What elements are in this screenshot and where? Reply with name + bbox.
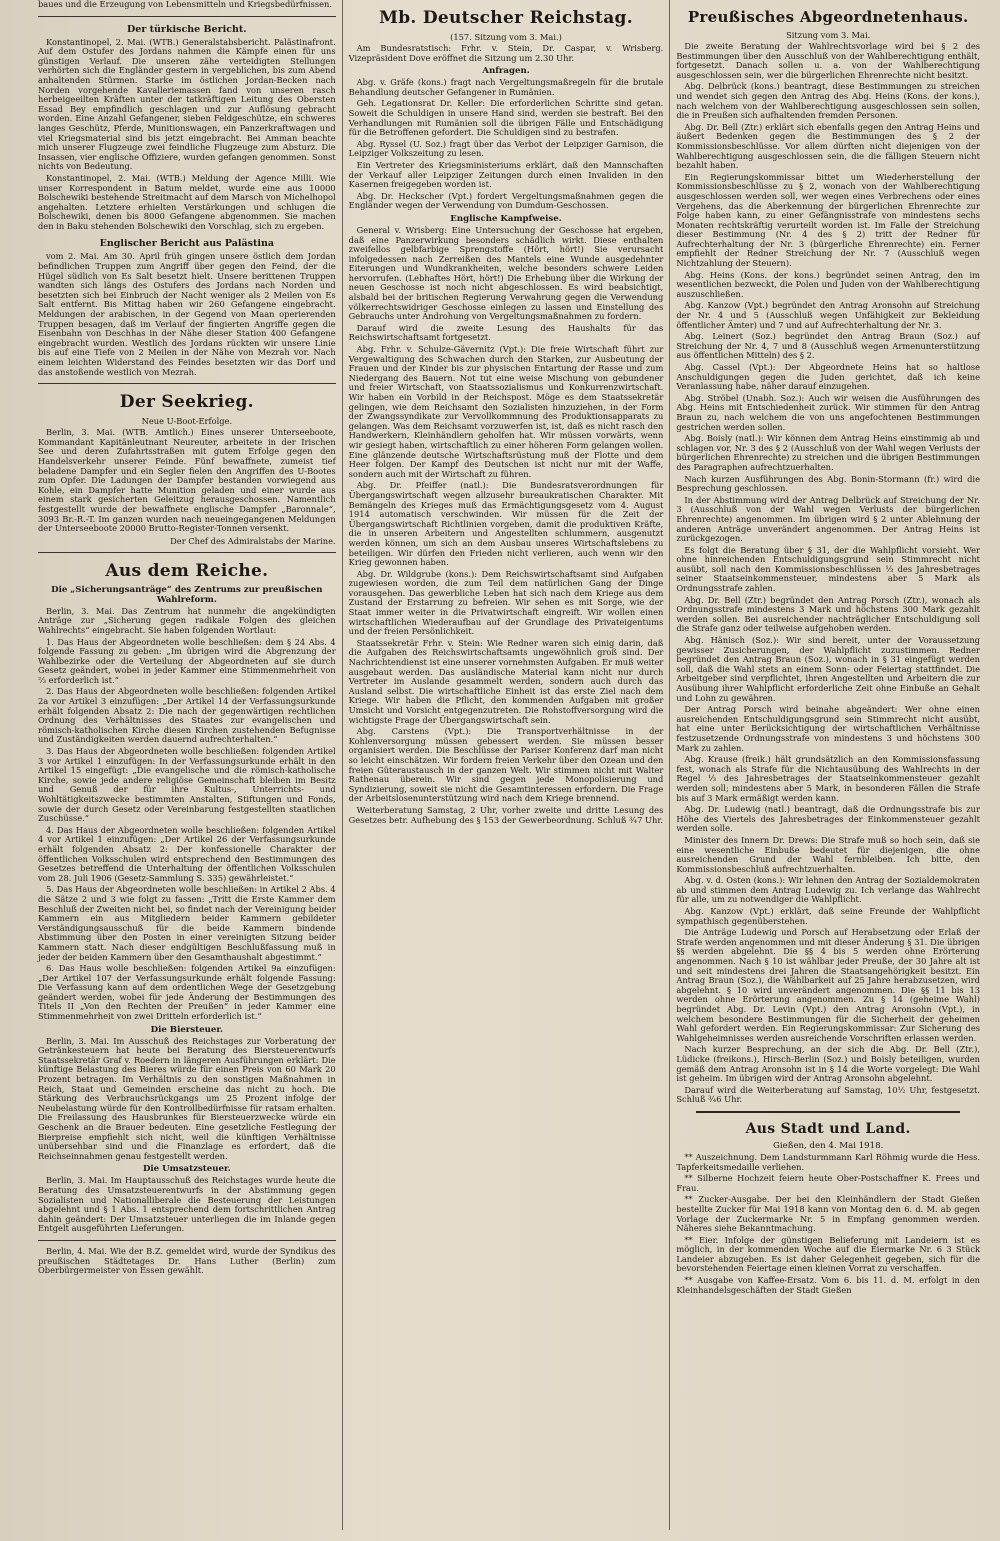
subheading-kampfweise: Englische Kampfweise. <box>450 213 562 224</box>
divider <box>38 1240 336 1241</box>
paragraph: ** Ausgabe von Kaffee-Ersatz. Vom 6. bis 11. d. M. erfolgt in den Kleinhandelsgeschäften der Stadt Gießen <box>676 1275 980 1295</box>
paragraph: Abg. Delbrück (kons.) beantragt, diese Bestimmungen zu streichen und wendet sich gegen den Antrag des Abg. Heins (Kons. der kons.), nach welchem von der Wahlberechtigung ausgeschlossen sein sollen, die in Preußen sich aufhaltenden fremden Personen. <box>676 81 980 121</box>
subheading-biersteuer: Die Biersteuer. <box>150 1024 224 1035</box>
paragraph: 4. Das Haus der Abgeordneten wolle beschließen: folgenden Artikel 4 vor Artikel 1 einzufügen: „Der Artikel 26 der Verfassungsurkunde erhält folgenden Absatz 2: Der konfessionelle Charakter der öffentlichen Volksschulen wird entsprechend den Bestimmungen des Gesetzes betreffend die Unterhaltung der öffentlichen Volksschulen vom 28. Juli 1906 (Gesetz-Sammlung S. 335) gewährleistet.“ <box>38 824 336 883</box>
paragraph: Konstantinopel, 2. Mai. (WTB.) Generalstabsbericht. Palästinafront. Auf dem Ostufer des Jordans nahmen die Kämpfe einen für uns günstigen Verlauf. Die unseren zähe verteidigten Stellungen verhörten sich die Engländer gestern in vergeblichen, bis zum Abend anhaltenden Stürmen. Starke im östlichen Jordan-Becken nach Norden vorgehende Kavalleriemassen fand von unseren rasch herbeigeeilten Kräften unter der tatkräftigen Leitung des Obersten Essad Bey empfindlich geschlagen und zur Auflösung gebracht worden. Eine Anzahl Gefangener, sieben Feldgeschütze, ein schweres langes Geschütz, Pferde, Munitionswagen, ein Panzerkraftwagen und viel Kriegsmaterial sind bis jetzt eingebracht. Bei Amman beachte mich unserer Flugzeuge zwei feindliche Flugzeuge zum Absturz. Die Insassen, vier englische Offiziere, wurden gefangen genommen. Sonst nichts von Bedeutung. <box>38 36 336 172</box>
paragraph: Abg. Frhr. v. Schulze-Gävernitz (Vpt.): Die freie Wirtschaft führt zur Vergewaltigung des Schwachen durch den Starken, zur Ausbeutung der Frauen und der Kinder bis zur physischen Entartung der Rasse und zum Niedergang des Bauern. Not tut eine weise Mischung von gebundener und freier Wirtschaft, von Staatssozialismus und Konkurrenzwirtschaft. Wir haben ein Vorbild in der Reichspost. Möge es dem Staatssekretär gelingen, wie dem Reichsamt den Sozialisten hinzuziehen, in der Form der Zwangssyndikate zur Vervollkommnung des Produktionsapparats zu gelangen. Was dem Reichsamt vorzuwerfen ist, ist, daß es nicht rasch den Handwerkern, Kleinhändlern geholfen hat. Wir müssen vorwärts, wenn wir gesiegt haben, wirtschaftlich zu einer höheren Form gelangen wollen. Eine glänzende deutsche Wirtschaftsrüstung muß der Flotte und dem Heer folgen. Der Kampf des Deutschen ist nicht nur mit der Waffe, sondern auch mit der Wirtschaft zu führen. <box>348 344 664 479</box>
paragraph: Ein Vertreter des Kriegsministeriums erklärt, daß den Mannschaften der Verkauf aller Leipziger Zeitungen durch einen Invaliden in den Kasernen freigegeben worden ist. <box>348 159 664 190</box>
paragraph: Abg. v. d. Osten (kons.): Wir lehnen den Antrag der Sozialdemokraten ab und stimmen dem Antrag Ludewig zu. Ich verlange das Wahlrecht für alle, um zu notwendiger die Wahlpflicht. <box>676 875 980 905</box>
column-3 <box>670 0 986 1530</box>
paragraph: vom 2. Mai. Am 30. April früh gingen unsere östlich dem Jordan befindlichen Truppen zum Angriff über gegen den Feind, der die Hügel südlich von Es Salt besetzt hielt. Unsere berittenen Truppen wandten sich längs des Ostufers des Jordans nach Norden und besetzten sich bei Einbruch der Nacht weniger als 2 Meilen von Es Salt entfernt. Bis Mittag haben wir 260 Gefangene eingebracht. Meldungen der arabischen, in der Gegend von Maan operierenden Truppen besagen, daß im Verlauf der fingierten Angriffe gegen die Eisenbahn von Deschhas in der Nähe dieser Station 400 Gefangene eingebracht wurden. Westlich des Jordans rückten wir unsere Linie bis auf eine Tiefe von 2 Meilen in der Nähe von Mezrah vor. Nach einem leichten Widerstand des Feindes besetzten wir das Dorf und das anstoßende westlich von Mezrah. <box>38 251 336 377</box>
paragraph: Abg. Dr. Bell (Ztr.) begründet den Antrag Porsch (Ztr.), wonach als Ordnungsstrafe mindestens 3 Mark und höchstens 300 Mark gezahlt werden sollen. Bei ausreichender nachträglicher Entschuldigung soll die Strafe ganz oder teilweise aufgehoben werden. <box>676 594 980 634</box>
heading-english-report: Englischer Bericht aus Palästina <box>99 238 275 250</box>
paragraph: Geh. Legationsrat Dr. Keller: Die erforderlichen Schritte sind getan. Soweit die Schuldigen in unsere Hand sind, werden sie bestraft. Bei den Verhandlungen mit Rumänien soll die übrigen Fälle und Entschädigung für die Betroffenen gefordert. Die Schuldigen sind zu bestrafen. <box>348 98 664 138</box>
paragraph: Abg. Dr. Pfeiffer (natl.): Die Bundesratsverordnungen für Übergangswirtschaft wegen allzusehr bureaukratischen Charakter. Mit Bemängeln des Krieges muß das Ermächtigungsgesetz vom 4. August 1914 automatisch verschwinden. Wir müssen für die Zeit der Übergangswirtschaft Richtlinien vorgeben, damit die produktiven Kräfte, die in unseren Arbeitern und Angestellten schlummern, ausgenutzt werden können, um sich an dem Ausbau unseres Wirtschaftslebens zu beteiligen. Wir dürfen den Frieden nicht verlieren, auch wenn wir den Krieg gewonnen haben. <box>348 480 664 568</box>
paragraph: Abg. Ströbel (Unabh. Soz.): Auch wir weisen die Ausführungen des Abg. Heins mit Entschiedenheit zurück. Wir stimmen für den Antrag Braun zu, nach welchem die von uns angefochtenen Bestimmungen gestrichen werden sollen. <box>676 392 980 432</box>
subheading-uboot: Neue U-Boot-Erfolge. <box>141 416 233 427</box>
column-1 <box>32 0 342 1530</box>
heading-aus-dem-reiche: Aus dem Reiche. <box>105 560 269 581</box>
paragraph: Abg. Dr. Wildgrube (kons.): Dem Reichswirtschaftsamt sind Aufgaben zugewiesen worden, die zum Teil dem natürlichen Gang der Dinge vorausgehen. Das gewerbliche Leben hat sich nach dem Kriege aus dem Zustand der Erstarrung zu befreien. Wir sehen es mit Sorge, wie der Staat immer weiter in die Privatwirtschaft eingreift. Wir wollen einen wirtschaftlichen Wiederaufbau auf der Grundlage des Privateigentums und der freien Persönlichkeit. <box>348 568 664 637</box>
paragraph: Abg. Dr. Heckscher (Vpt.) fordert Vergeltungsmaßnahmen gegen die Engländer wegen der Verwendung von Dumdum-Geschossen. <box>348 190 664 211</box>
divider <box>38 552 336 553</box>
columns <box>32 0 986 1530</box>
heading-turkish-report: Der türkische Bericht. <box>127 23 247 35</box>
paragraph: Abg. Cassel (Vpt.): Der Abgeordnete Heins hat so haltlose Anschuldigungen gegen die Juden gerichtet, daß ich keine Veranlassung habe, näher darauf einzugehen. <box>676 362 980 392</box>
paragraph: Konstantinopel, 2. Mai. (WTB.) Meldung der Agence Milli. Wie unser Korrespondent in Batum meldet, wurde eine aus 10000 Bolschewiki bestehende Streitmacht auf dem Marsch von Michelhopol angehalten. Letztere erhielten Verstärkungen und schlugen die Bolschewiki, denen bis 8000 Gefangene abgenommen. Sie machen den in Baku stehenden Bolschewiki den Vorschlag, sich zu ergeben. <box>38 172 336 231</box>
paragraph: Der Antrag Porsch wird beinahe abgeändert: Wer ohne einen ausreichenden Entschuldigungsgrund sein Stimmrecht nicht ausübt, hat eine unter Berücksichtigung der wirtschaftlichen Verhältnisse festzusetzende Ordnungsstrafe von mindestens 3 und höchstens 300 Mark zu zahlen. <box>676 704 980 753</box>
subheading-umsatzsteuer: Die Umsatzsteuer. <box>142 1164 231 1175</box>
paragraph: Abg. Leinert (Soz.) begründet den Antrag Braun (Soz.) auf Streichung der Nr. 4, 7 und 8 (Ausschluß wegen Armenunterstützung aus öffentlichen Mitteln) des § 2. <box>676 331 980 361</box>
paragraph: Abg. Krause (freik.) hält grundsätzlich an den Kommissionsfassung fest, wonach als Strafe für die Nichtausübung des Wahlrechts in der Regel ⅟₃ des Jahresbetrages der Staatseinkommensteuer gezahlt werden soll; mindestens aber 5 Mark, in besonderen Fällen die Strafe bis auf 3 Mark ermäßigt werden kann. <box>676 754 980 803</box>
heading-deutscher-reichstag: Mb. Deutscher Reichstag. <box>379 8 633 28</box>
paragraph: Berlin, 3. Mai. (WTB. Amtlich.) Eines unserer Unterseeboote, Kommandant Kapitänleutnant Neureuter, arbeitete in der Irischen See und deren Zufahrtsstraßen mit gutem Erfolge gegen den Handelsverkehr unserer Feinde. Fünf bewaffnete, zumeist tief beladene Dampfer und ein Segler fielen den Angriffen des U-Bootes zum Opfer. Die Ladungen der Dampfer bestanden vorwiegend aus Kohle, ein Dampfer hatte Munition geladen und einer wurde aus einem stark gesicherten Geleitzug herausgeschossen. Namentlich festgestellt wurde der bewaffnete englische Dampfer „Baronnale“, 3093 Br.-R.-T. Im ganzen wurden nach neueingegangenen Meldungen der Unterseeboote 20000 Brutto-Register-Tonnen versenkt. <box>38 427 336 534</box>
paragraph: ** Silberne Hochzeit feiern heute Ober-Postschaffner K. Frees und Frau. <box>676 1173 980 1193</box>
paragraph: Berlin, 3. Mai. Das Zentrum hat nunmehr die angekündigten Anträge zur „Sicherung gegen radikale Folgen des gleichen Wahlrechts“ eingebracht. Sie haben folgenden Wortlaut: <box>38 605 336 635</box>
paragraph: Berlin, 3. Mai. Im Hauptausschuß des Reichstages wurde heute die Beratung des Umsatzsteuerentwurfs in der Abstimmung gegen Sozialisten und Nationalliberale die Besteuerung der Leistungen abgelehnt und § 1 Abs. 1 entsprechend dem fortschrittlichen Antrag dahin geändert: Der Umsatzsteuer unterliegen die im Inlande gegen Entgelt ausgeführten Lieferungen. <box>38 1175 336 1234</box>
paragraph: 5. Das Haus der Abgeordneten wolle beschließen: in Artikel 2 Abs. 4 die Sätze 2 und 3 wie folgt zu fassen: „Tritt die Erste Kammer dem Beschluß der Zweiten nicht bei, so findet nach der Vereinigung beider Kammern ein aus Mitgliedern beider Kammern gebildeter Verständigungsausschuß für die beide Kammern bindende Abstimmung über den Posten in einer vereinigten Sitzung beider Kammern statt. Nach dieser endgültigen Beschlußfassung muß in jeder der beiden Kammern über den Gesamthaushalt abgestimmt.“ <box>38 884 336 962</box>
paragraph: ** Zucker-Ausgabe. Der bei den Kleinhändlern der Stadt Gießen bestellte Zucker für Mai 1918 kann von Montag den 6. d. M. ab gegen Vorlage der Zuckermarke Nr. 5 in Empfang genommen werden. Näheres siehe Bekanntmachung. <box>676 1194 980 1234</box>
signature-line: Der Chef des Admiralstabs der Marine. <box>170 535 336 546</box>
paragraph: Abg. Heins (Kons. der kons.) begründet seinen Antrag, den im wesentlichen bezweckt, die Polen und Juden von der Wahlberechtigung auszuschließen. <box>676 269 980 299</box>
subheading-anfragen: Anfragen. <box>482 66 530 77</box>
paragraph: Darauf wird die zweite Lesung des Haushalts für das Reichswirtschaftsamt fortgesetzt. <box>348 322 664 343</box>
divider <box>38 16 336 17</box>
paragraph: Berlin, 3. Mai. Im Ausschuß des Reichstages zur Vorberatung der Getränkesteuern hat heute bei Beratung des Biersteuerentwurfs Staatssekretär Graf v. Roedern in längeren Ausführungen erklärt: Die künftige Belastung des Bieres würde für einen Preis von 60 Mark 20 Prozent betragen. Im Verhältnis zu den sonstigen Maßnahmen in Reich, Staat und Gemeinden erscheine das nicht zu hoch. Die Stärkung des Verbrauchsrückgangs um 25 Prozent infolge der Neubelastung würde für den Kontrollbedürfnisse für ratsam erhalten. Die Freilassung des Hausbrunkes für Biersteuerzwecke würde ein Geschenk an die Brauer bedeuten. Eine gesetzliche Festlegung der Bierpreise empfiehlt sich nicht, weil die künftigen Verhältnisse unübersehbar sind und die Finanzlage es erfordert, daß die Reichseinnahmen genau festgestellt werden. <box>38 1035 336 1161</box>
paragraph: Nach kurzer Besprechung, an der sich die Abg. Dr. Bell (Ztr.), Lüdicke (freikons.), Hirsch-Berlin (Soz.) und Boisly beteiligen, wurden gemäß dem Antrag Aronsohn ist in § 14 die Worte vorgelegt: Die Wahl ist geheim. Im übrigen wird der Antrag Aronsohn abgelehnt. <box>676 1044 980 1084</box>
paragraph: ** Auszeichnung. Dem Landsturmmann Karl Röhmig wurde die Hess. Tapferkeitsmedaille verliehen. <box>676 1151 980 1172</box>
paragraph: Die zweite Beratung der Wahlrechtsvorlage wird bei § 2 des Bestimmungen über den Ausschluß von der Wahlberechtigung enthält, fortgesetzt. Danach sollen u. a. von der Wahlberechtigung ausgeschlossen sein, wer die bürgerlichen Ehrenrechte nicht besitzt. <box>676 41 980 80</box>
paragraph: Abg. Carstens (Vpt.): Die Transportverhältnisse in der Kohlenversorgung müssen gebessert werden. Sie müssen besser organisiert werden. Die Beschlüsse der Pariser Konferenz darf man nicht so leicht einschätzen. Wir fordern freien Verkehr über den Ozean und den freien Güteraustausch in der ganzen Welt. Wir stimmen nicht mit Walter Rathenau überein. Wir sind gegen jede Monopolisierung und Syndizierung, soweit sie nicht die Gesamtinteressen erfordern. Die Frage der Arbeitslosenunterstützung wird nach dem Kriege brennend. <box>348 726 664 804</box>
paragraph: Abg. Hänisch (Soz.): Wir sind bereit, unter der Voraussetzung gewisser Zusicherungen, der Wahlpflicht zuzustimmen. Redner begründet den Antrag Braun (Soz.), wonach in § 31 eingefügt werden soll, daß die Wahl stets an einem Sonn- oder Feiertag stattfindet. Die Arbeitgeber sind verpflichtet, ihren Angestellten und Arbeitern die zur Ausübung ihrer Wahlpflicht erforderliche Zeit ohne Einbuße an Gehalt und Lohn zu gewähren. <box>676 635 980 703</box>
paragraph: General v. Wrisberg: Eine Untersuchung der Geschosse hat ergeben, daß eine Panzerwirkung besonders schädlich wirkt. Diese enthalten zweifellos gelbfarbige Sprengstoffe (Hört, hört!) Sie verursacht infolgedessen nach Zerreißen des Mantels eine Wunde ausgedehnter Eiterungen und Wundkrankheiten, welche besonders schwere Leiden hervorrufen. (Lebhaftes Hört, hört!) Die Erhebung über die Wirkung der neuen Geschosse ist noch nicht abgeschlossen. Es wird beabsichtigt, alsbald bei der britischen Regierung Verwahrung gegen die Verwendung völkerrechtswidriger Geschosse einlegen zu lassen und Einstellung des Gebrauchs unter Androhung von Vergeltungsmaßnahmen zu fordern. <box>348 224 664 322</box>
paragraph: Am Bundesratstisch: Frhr. v. Stein, Dr. Caspar, v. Wrisberg. Vizepräsident Dove eröffnet die Sitzung um 2.30 Uhr. <box>348 43 664 63</box>
heading-aus-stadt-und-land: Aus Stadt und Land. <box>745 1120 911 1137</box>
paragraph: 3. Das Haus der Abgeordneten wolle beschließen: folgenden Artikel 3 vor Artikel 1 einzufügen: In der Verfassungsurkunde erhält in den Artikel 15 eingefügt: „Die evangelische und die römisch-katholische Kirche, sowie jede andere religiöse Gemeinschaft bleiben im Besitz und Genuß der für ihre Kultus-, Unterrichts- und Wohltätigkeitszwecke bestimmten Anstalten, Stiftungen und Fonds, sowie der durch Gesetz oder Vereinbarung festgestellten staatlichen Zuschüsse.“ <box>38 746 336 824</box>
paragraph: Abg. Boisly (natl.): Wir können dem Antrag Heins einstimmig ab und schlagen vor, Nr. 3 des § 2 (Ausschluß von der Wahl wegen Verlusts der bürgerlichen Ehrenrechte) zu streichen und die übrigen Bestimmungen des Paragraphen aufrechtzuerhalten. <box>676 433 980 472</box>
paragraph: Minister des Innern Dr. Drews: Die Strafe muß so hoch sein, daß sie eine wesentliche Einbuße bedeutet für diejenigen, die ohne ausreichenden Grund der Wahl fernbleiben. Ich bitte, den Kommissionsbeschluß aufrechtzuerhalten. <box>676 834 980 874</box>
paragraph: Darauf wird die Weiterberatung auf Samstag, 10½ Uhr, festgesetzt. Schluß ¾6 Uhr. <box>676 1084 980 1105</box>
paragraph: Abg. Dr. Ludewig (natl.) beantragt, daß die Ordnungsstrafe bis zur Höhe des Viertels des Jahresbetrages der Einkommensteuer gezahlt werden solle. <box>676 804 980 834</box>
paragraph: 6. Das Haus wolle beschließen: folgenden Artikel 9a einzufügen: „Der Artikel 107 der Verfassungsurkunde erhält folgende Fassung: Die Verfassung kann auf dem ordentlichen Wege der Gesetzgebung geändert werden, wobei für jede Änderung der Bestimmungen des Titels II „Von den Rechten der Preußen“ in jeder Kammer eine Stimmenmehrheit von zwei Dritteln erforderlich ist.“ <box>38 963 336 1022</box>
divider <box>38 383 336 384</box>
paragraph: 1. Das Haus der Abgeordneten wolle beschließen: dem § 24 Abs. 4 folgende Fassung zu geben: „Im übrigen wird die Abgrenzung der Wahlbezirke oder die Verteilung der Abgeordneten auf sie durch Gesetz geändert, wobei in jeder Kammer eine Stimmenmehrheit von ⅔ erforderlich ist.“ <box>38 636 336 685</box>
dateline: Gießen, den 4. Mai 1918. <box>773 1140 884 1151</box>
paragraph: Staatssekretär Frhr. v. Stein: Wie Redner waren sich einig darin, daß die Aufgaben des Reichswirtschaftsamts ungewöhnlich groß sind. Der Nachrichtendienst ist eine unserer vornehmsten Aufgaben. Er muß weiter ausgebaut werden. Das ausländische Material kann nicht nur durch Vertreter im Auslande gesammelt werden, sondern auch durch das Ausland selbst. Die wirtschaftliche Einheit ist das erste Ziel nach dem Kriege. Wir haben die Pflicht, den kommenden Aufgaben mit großer Umsicht und Vorsicht entgegenzutreten. Die Rohstoffversorgung wird die wichtigste Frage der Übergangswirtschaft sein. <box>348 637 664 725</box>
paragraph: Die Anträge Ludewig und Porsch auf Herabsetzung oder Erlaß der Strafe werden angenommen und mit dieser Änderung § 31. Die übrigen §§ werden abgelehnt. Die §§ 4 bis 5 werden ohne Erörterung angenommen. Nach § 10 ist wählbar jeder Preuße, der 30 Jahre alt ist und seit mindestens drei Jahren die Staatsangehörigkeit besitzt. Ein Antrag Braun (Soz.), die Wählbarkeit auf 25 Jahre herabzusetzen, wird abgelehnt. § 10 wird unverändert angenommen. Die §§ 11 bis 13 werden ohne Erörterung angenommen. Zu § 14 (geheime Wahl) begründet Abg. Dr. Levin (Vpt.) den Antrag Aronsohn (Vpt.), in welchem besondere Bestimmungen für die Sicherheit der geheimen Wahl gefordert werden. Ein Regierungskommissar: Zur Sicherung des Wahlgeheimnisses werden ausreichende Vorschriften erlassen werden. <box>676 927 980 1043</box>
paragraph: Nach kurzen Ausführungen des Abg. Bonin-Stormann (fr.) wird die Besprechung geschlossen. <box>676 473 980 494</box>
heading-preussisches-abgeordnetenhaus: Preußisches Abgeordnetenhaus. <box>687 8 969 26</box>
paragraph: Es folgt die Beratung über § 31, der die Wahlpflicht vorsieht. Wer ohne hinreichenden Entschuldigungsgrund sein Stimmrecht nicht ausübt, soll nach den Kommissionsbeschlüssen ⅟₃ des Jahresbetrages seiner Staatseinkommensteuer, mindestens aber 5 Mark als Ordnungsstrafe zahlen. <box>676 544 980 594</box>
heading-seekrieg: Der Seekrieg. <box>119 392 254 413</box>
paragraph: Abg. Dr. Bell (Ztr.) erklärt sich ebenfalls gegen den Antrag Heins und äußert Bedenken gegen die Bestimmungen des § 2 der Kommissionsbeschlüsse. Vor allem dürften nicht diejenigen von der Wahlberechtigung ausgeschlossen sein, die die fälligen Steuern nicht bezahlt haben. <box>676 121 980 171</box>
paragraph: Ein Regierungskommissar bittet um Wiederherstellung der Kommissionsbeschlüsse zu § 2, wonach von der Wahlberechtigung ausgeschlossen werden soll, wer wegen eines Verbrechens oder eines Vergehens, das die Aberkennung der bürgerlichen Ehrenrechte zur Folge haben kann, zu einer Gefängnisstrafe von mindestens sechs Monaten rechtskräftig verurteilt worden ist. Im Falle der Streichung dieser Bestimmung (Nr. 4 des § 2) tritt der Redner für Aufrechterhaltung der Nr. 3 (bürgerliche Ehrenrechte) ein. Ferner empfiehlt der Redner Streichung der Nr. 7 (Ausschluß wegen Nichtzahlung der Steuern). <box>676 171 980 269</box>
paragraph: 2. Das Haus der Abgeordneten wolle beschließen: folgenden Artikel 2a vor Artikel 3 einzufügen: „Der Artikel 14 der Verfassungsurkunde erhält folgenden Absatz 2: Die nach der gegenwärtigen rechtlichen Ordnung des Verhältnisses des Staates zur evangelischen und römisch-katholischen Kirche diesen Kirchen zustehenden Befugnisse und Zuständigkeiten werden dauernd aufrechterhalten.“ <box>38 686 336 745</box>
paragraph: Abg. Kanzow (Vpt.) erklärt, daß seine Freunde der Wahlpflicht sympathisch gegenüberstehen. <box>676 906 980 926</box>
session-line: Sitzung vom 3. Mai. <box>786 30 871 40</box>
paragraph: ** Eier. Infolge der günstigen Belieferung mit Landeiern ist es möglich, in der kommenden Woche auf die Eiermarke Nr. 6 3 Stück Landeier abzugeben. Es ist daher Gelegenheit gegeben, sich für die bevorstehenden Feiertage einen kleinen Vorrat zu verschaffen. <box>676 1234 980 1274</box>
session-line: (157. Sitzung vom 3. Mai.) <box>450 32 562 42</box>
column-2 <box>343 0 670 1530</box>
divider <box>696 1111 960 1113</box>
intro-text: baues und die Erzeugung von Lebensmitteln und Kriegsbedürfnissen. <box>38 0 333 9</box>
subheading-sicherungsantraege: Die „Sicherungsanträge“ des Zentrums zur preußischen Wahlreform. <box>51 584 323 605</box>
paragraph: Berlin, 4. Mai. Wie der B.Z. gemeldet wird, wurde der Syndikus des preußischen Städtetages Dr. Hans Luther (Berlin) zum Oberbürgermeister von Essen gewählt. <box>38 1245 336 1276</box>
paragraph: Abg. Kanzow (Vpt.) begründet den Antrag Aronsohn auf Streichung der Nr. 4 und 5 (Ausschluß wegen Unfähigkeit zur Bekleidung öffentlicher Ämter) und 7 und auf Aufrechterhaltung der Nr. 3. <box>676 300 980 330</box>
paragraph: Abg. v. Gräfe (kons.) fragt nach Vergeltungsmaßregeln für die brutale Behandlung deutscher Gefangener in Rumänien. <box>348 77 664 97</box>
paragraph: Abg. Ryssel (U. Soz.) fragt über das Verbot der Leipziger Garnison, die Leipziger Volkszeitung zu lesen. <box>348 138 664 159</box>
paragraph: In der Abstimmung wird der Antrag Delbrück auf Streichung der Nr. 3 (Ausschluß von der Wahl wegen Verlusts der bürgerlichen Ehrenrechte) angenommen. Im übrigen wird § 2 unter Ablehnung der anderen Anträge unverändert angenommen. Der Antrag Heins ist zurückgezogen. <box>676 494 980 544</box>
paragraph: Weiterberatung Samstag, 2 Uhr, vorher zweite und dritte Lesung des Gesetzes betr. Aufhebung des § 153 der Gewerbeordnung. Schluß ¾7 Uhr. <box>348 804 664 825</box>
